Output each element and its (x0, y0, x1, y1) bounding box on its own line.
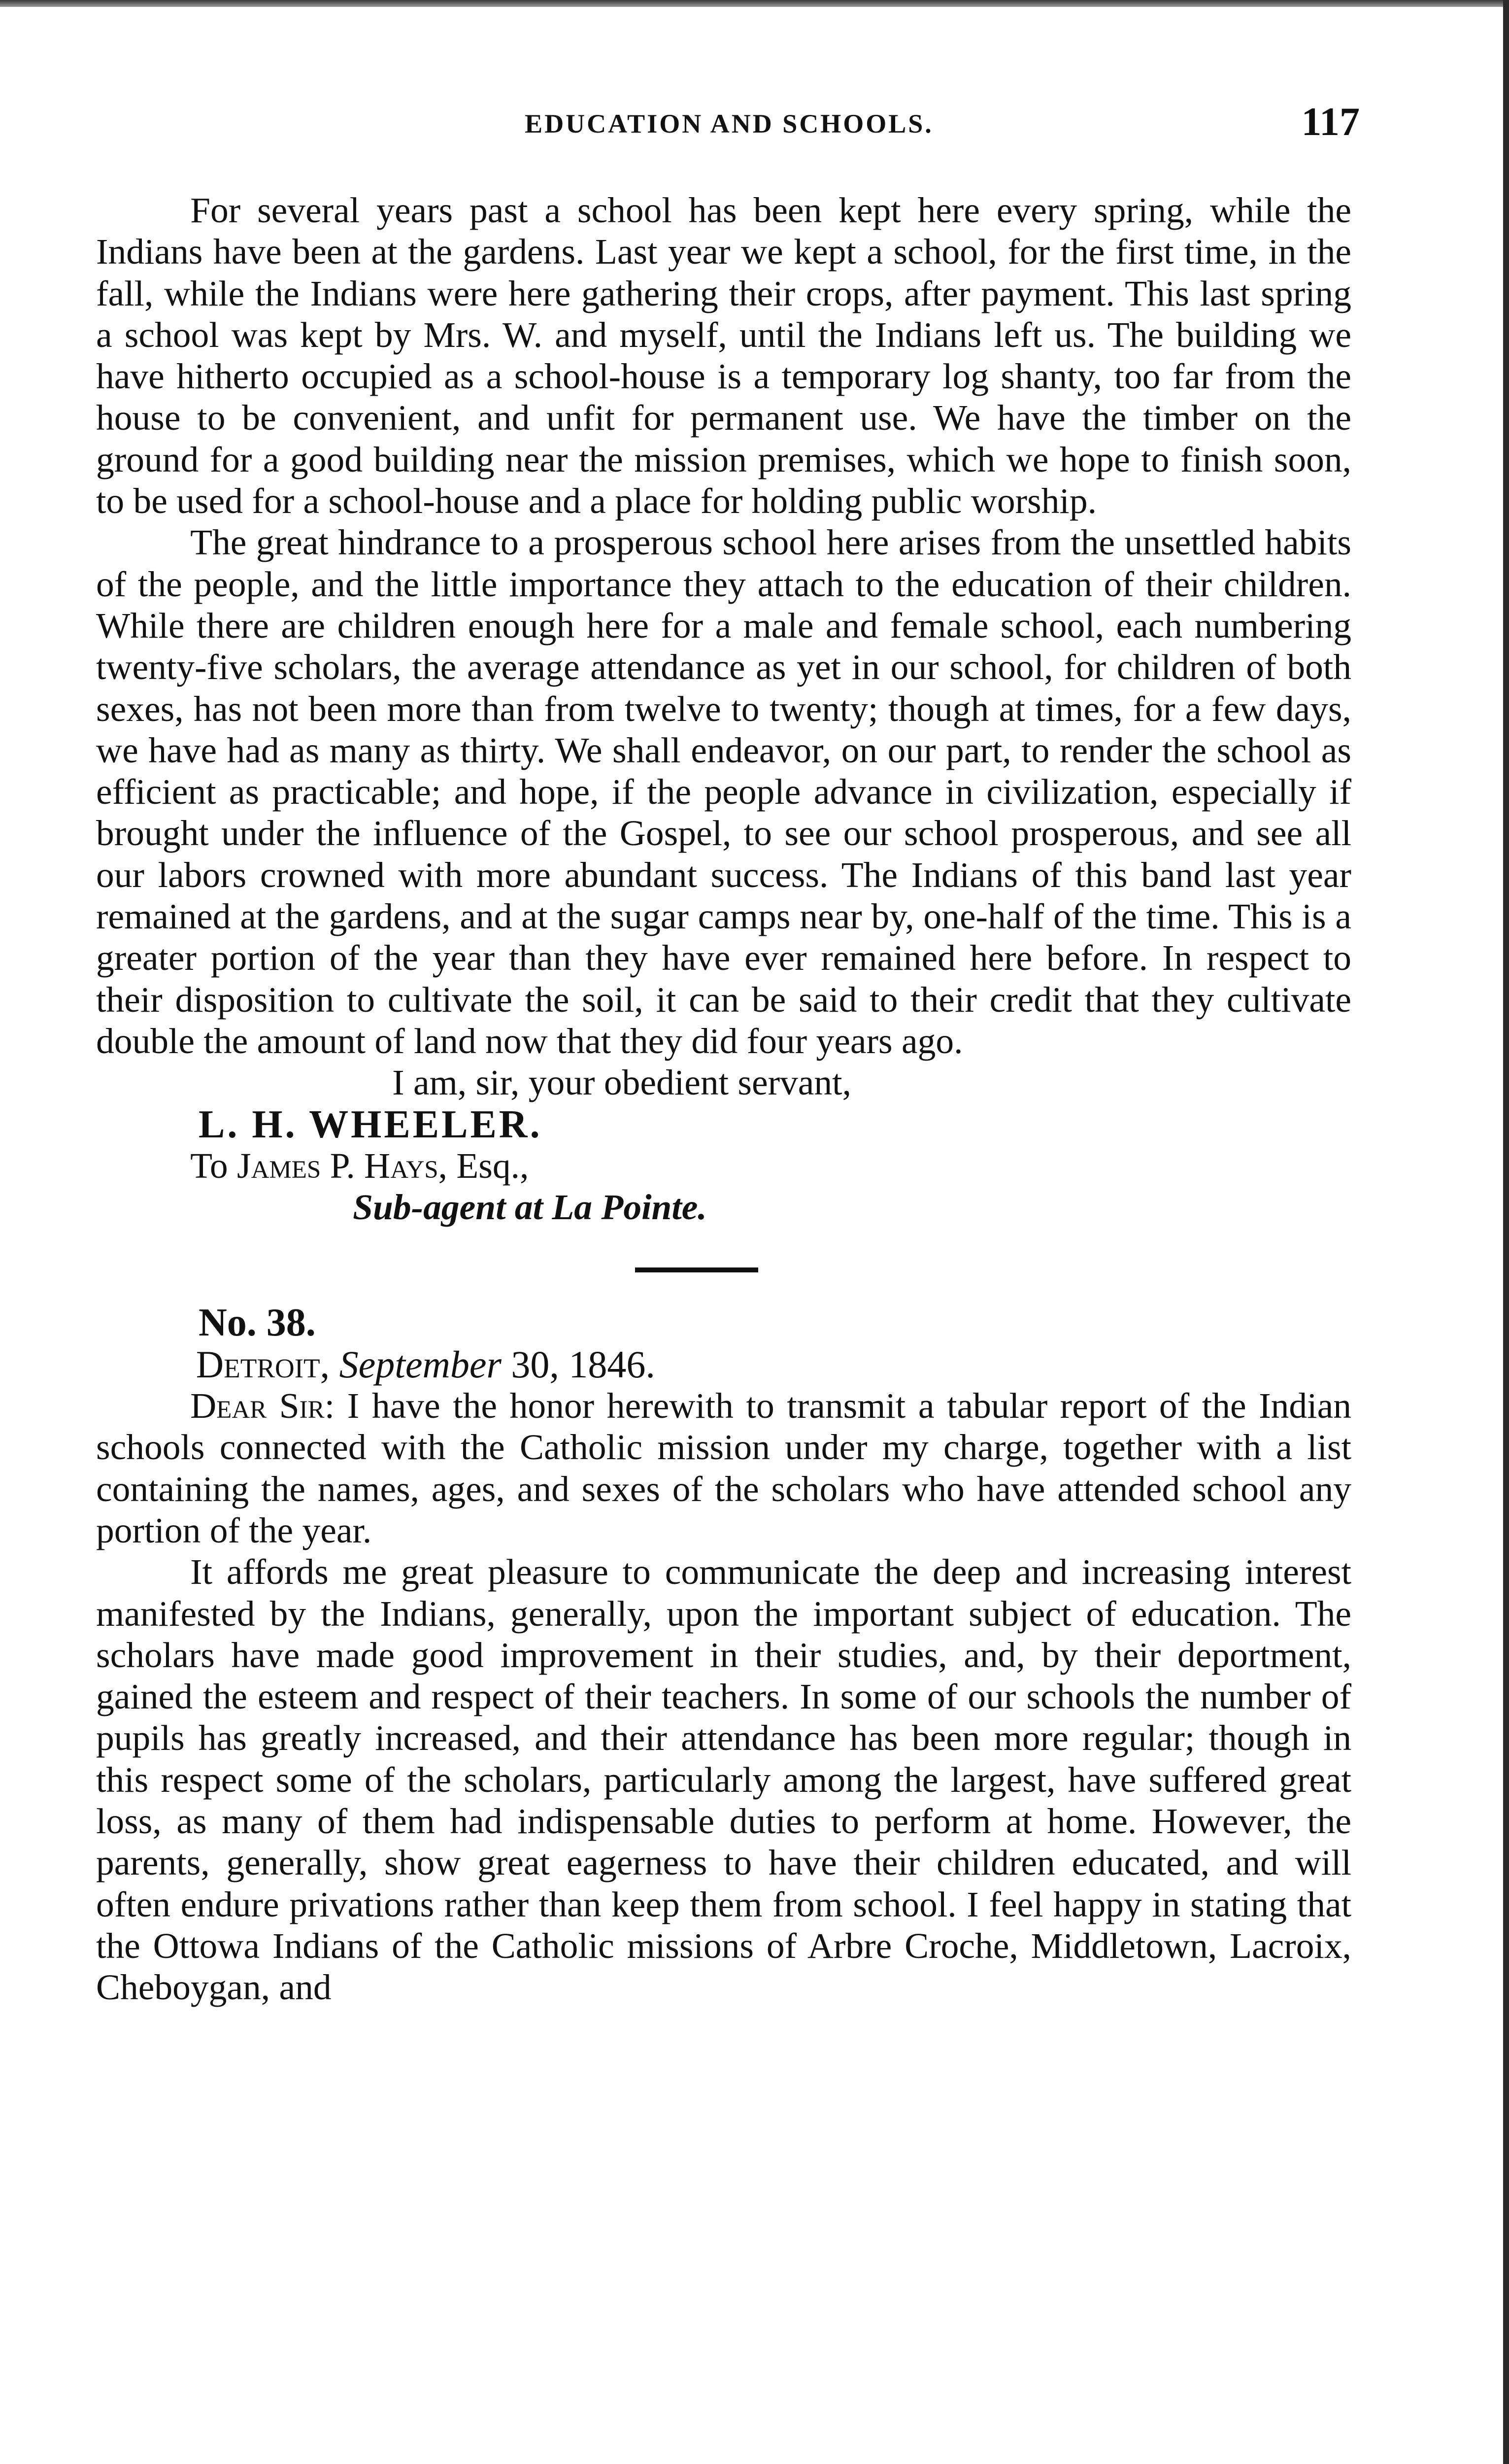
letter1-signature: L. H. WHEELER. (199, 1102, 542, 1146)
dateline-place: Detroit, (196, 1342, 330, 1386)
salutation: Dear Sir (190, 1386, 325, 1426)
letter2-paragraph-1 (96, 1385, 1351, 1551)
page-top-edge (0, 0, 1509, 7)
letter2-paragraph-2: It affords me great pleasure to communicate the deep and increasing interest manifested by the Indians, generally, upon the important subject of education. The scholars have made good improvement in their studies, and, by their deportment, gained the esteem and respect of their teachers. In some of our schools the number of pupils has greatly increased, and their attendance has been more regular; though in this respect some of the scholars, particularly among the largest, have suffered great loss, as many of them had indispensable duties to perform at home. However, the parents, generally, show great eagerness to have their children educated, and will often endure privations rather than keep them from school. I feel happy in stating that the Ottowa Indians of the Catholic missions of Arbre Croche, Middletown, Lacroix, Cheboygan, and (96, 1552, 1351, 2008)
letter2-paragraph-1-text: I have the honor herewith to transmit a tabular report of the Indian schools connected with the Catholic mission under my charge, together with a list containing the names, ages, and sexes of the scholars who have attended school any portion of the year. (96, 1386, 1351, 1550)
letter1-addressee (96, 1145, 1351, 1187)
page-body (96, 190, 1351, 2008)
letter1-paragraph-2: The great hindrance to a prosperous school here arises from the unsettled habits of the people, and the little importance they attach to the education of their children. While there are children enough here for a male and female school, each numbering twenty-five scholars, the average attendance as yet in our school, for children of both sexes, has not been more than from twelve to twenty; though at times, for a few days, we have had as many as thirty. We shall endeavor, on our part, to render the school as efficient as practicable; and hope, if the people advance in civilization, especially if brought under the influence of the Gospel, to see our school prosperous, and see all our labors crowned with more abundant success. The Indians of this band last year remained at the gardens, and at the sugar camps near by, one-half of the time. This is a greater portion of the year than they have ever remained here before. In respect to their disposition to cultivate the soil, it can be said to their credit that they cultivate double the amount of land now that they did four years ago. (96, 522, 1351, 1061)
running-head (99, 99, 1360, 153)
salutation-colon: : (324, 1386, 335, 1426)
letter2-dateline (96, 1344, 1351, 1385)
addressee-suffix: , Esq., (438, 1145, 529, 1186)
dateline-month: September (339, 1342, 502, 1386)
page-number: 117 (1301, 99, 1360, 144)
letter1-closing: I am, sir, your obedient servant, (392, 1062, 851, 1103)
addressee-name: James P. Hays (236, 1145, 438, 1186)
addressee-title: Sub-agent at La Pointe. (353, 1187, 707, 1228)
dateline-day-year: 30, 1846. (511, 1342, 655, 1386)
section-divider (96, 1267, 1351, 1272)
document-number: No. 38. (199, 1301, 316, 1345)
page-right-edge (1503, 0, 1509, 2464)
divider-rule (635, 1267, 758, 1272)
running-head-title: EDUCATION AND SCHOOLS. (525, 109, 934, 138)
addressee-prefix: To (190, 1145, 228, 1186)
letter1-paragraph-1: For several years past a school has been kept here every spring, while the Indians have been at the gardens. Last year we kept a school, for the first time, in the fall, while the Indians were here gathering their crops, after payment. This last spring a school was kept by Mrs. W. and myself, until the Indians left us. The building we have hitherto occupied as a school-house is a temporary log shanty, too far from the house to be convenient, and unfit for permanent use. We have the timber on the ground for a good building near the mission premises, which we hope to finish soon, to be used for a school-house and a place for holding public worship. (96, 190, 1351, 521)
